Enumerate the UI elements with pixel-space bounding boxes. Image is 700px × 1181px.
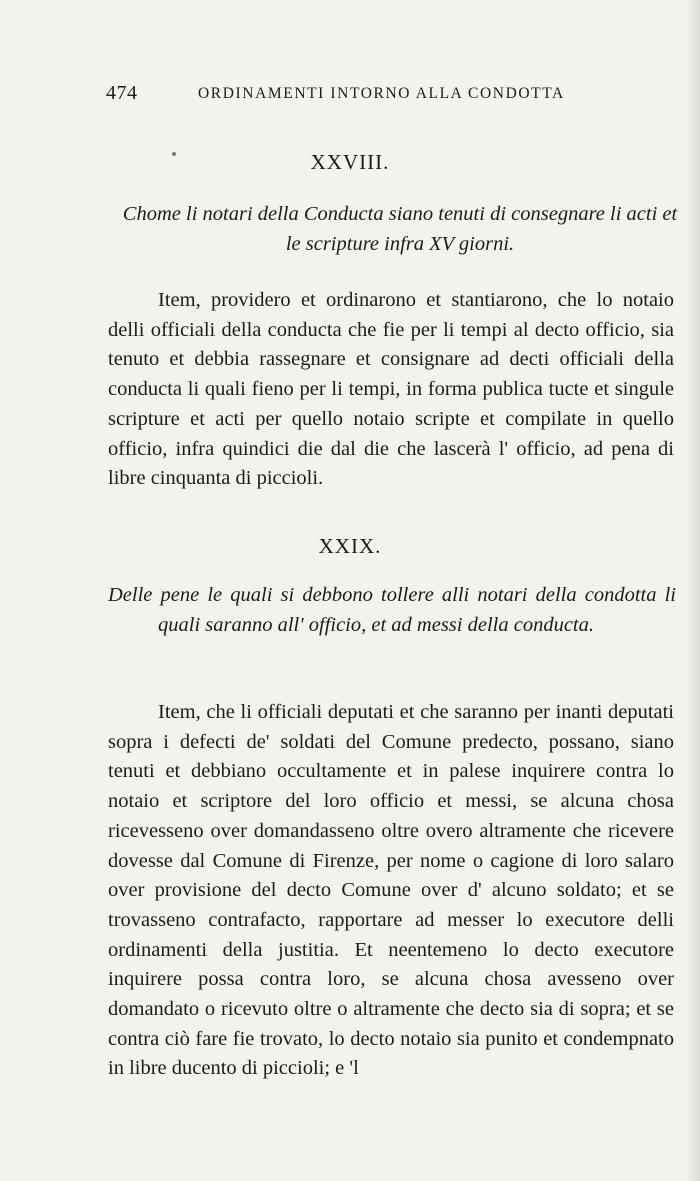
section-rubric-xxviii: Chome li notari della Conducta siano tenuti di consegnare li acti et le scripture infra XV giorni.: [122, 203, 678, 255]
section-rubric-xxix: Delle pene le quali si debbono tollere alli notari della condotta li quali saranno all' officio, et ad messi della conducta.: [108, 584, 676, 636]
running-title: ORDINAMENTI INTORNO ALLA CONDOTTA: [198, 85, 565, 102]
page-number: 474: [106, 82, 138, 104]
section-text-xxix: Item, che li officiali deputati et che saranno per inanti deputati sopra i defecti de' soldati del Comune predecto, possano, siano tenuti et debbiano occultamente et in palese inquirere contra lo notaio et scriptore del loro officio et messi, se alcuna chosa ricevesseno over domandasseno oltre overo altramente che ricevere dovesse dal Comune di Firenze, per nome o cagione di loro salaro over provisione del decto Comune over d' alcuno soldato; et se trovasseno contrafacto, rapportare ad messer lo executore delli ordinamenti della justitia. Et neentemeno lo decto executore inquirere possa contra loro, se alcuna chosa avesseno over domandato o ricevuto oltre o altramente che decto sia di sopra; et se contra ciò fare fie trovato, lo decto notaio sia punito et condempnato in libre ducento di piccioli; e 'l: [108, 701, 674, 1080]
section-number-xxix: XXIX.: [318, 534, 382, 558]
running-head: [106, 82, 682, 108]
page-edge-shadow: [686, 0, 700, 1181]
section-text-xxviii: Item, providero et ordinarono et stantiarono, che lo notaio delli officiali della conducta che fie per li tempi al decto officio, sia tenuto et debbia rassegnare et consignare ad decti officiali della conducta li quali fieno per li tempi, in forma publica tucte et singule scripture et acti per quello notaio scripte et compilate in quello officio, infra quindici die dal die che lascerà l' officio, ad pena di libre cinquanta di piccioli.: [108, 289, 674, 490]
section-number-xxviii: XXVIII.: [310, 150, 390, 174]
